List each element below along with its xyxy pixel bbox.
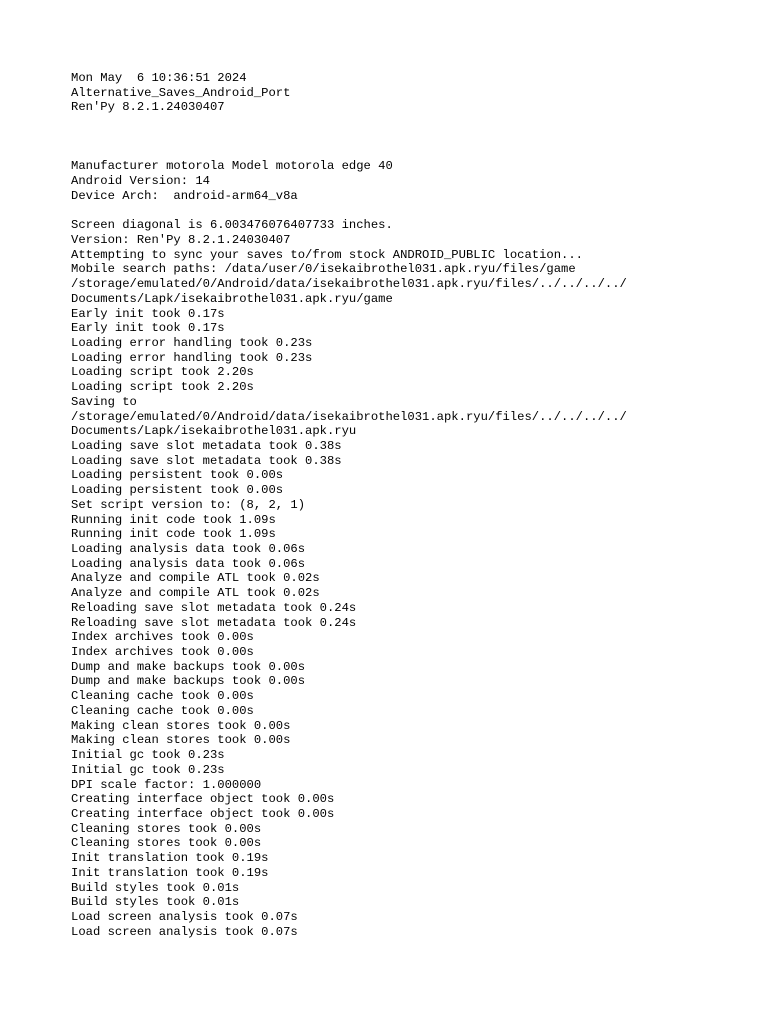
log-line: Analyze and compile ATL took 0.02s (71, 571, 320, 586)
log-line: Loading script took 2.20s (71, 365, 254, 380)
log-line: Running init code took 1.09s (71, 527, 276, 542)
log-line: Saving to (71, 394, 137, 409)
log-line (71, 203, 627, 218)
log-line: Early init took 0.17s (71, 321, 225, 336)
log-line: Attempting to sync your saves to/from stock ANDROID_PUBLIC location... (71, 247, 583, 262)
log-line: Loading save slot metadata took 0.38s (71, 453, 342, 468)
log-line: Version: Ren'Py 8.2.1.24030407 (71, 232, 291, 247)
log-line: Cleaning stores took 0.00s (71, 821, 262, 836)
log-line (71, 115, 627, 130)
log-line: Initial gc took 0.23s (71, 748, 225, 763)
log-line: Reloading save slot metadata took 0.24s (71, 600, 357, 615)
log-text (71, 71, 627, 939)
log-line: Load screen analysis took 0.07s (71, 924, 298, 939)
log-line: Creating interface object took 0.00s (71, 806, 335, 821)
log-line: Mobile search paths: /data/user/0/isekaibrothel031.apk.ryu/files/game (71, 262, 576, 277)
log-line: Running init code took 1.09s (71, 512, 276, 527)
log-line: Manufacturer motorola Model motorola edge 40 (71, 159, 393, 174)
log-line: Ren'Py 8.2.1.24030407 (71, 100, 225, 115)
log-line: Dump and make backups took 0.00s (71, 659, 306, 674)
log-line: Init translation took 0.19s (71, 851, 269, 866)
log-line: Reloading save slot metadata took 0.24s (71, 615, 357, 630)
log-line: Loading persistent took 0.00s (71, 483, 284, 498)
log-line: Mon May 6 10:36:51 2024 (71, 71, 247, 85)
log-line: Making clean stores took 0.00s (71, 733, 291, 748)
log-line: Alternative_Saves_Android_Port (71, 85, 291, 100)
log-line: Build styles took 0.01s (71, 880, 240, 895)
log-line: Set script version to: (8, 2, 1) (71, 497, 306, 512)
log-line: Init translation took 0.19s (71, 865, 269, 880)
log-line: Cleaning cache took 0.00s (71, 689, 254, 704)
log-line: /storage/emulated/0/Android/data/isekaibrothel031.apk.ryu/files/../../../../ (71, 277, 627, 292)
log-line: Documents/Lapk/isekaibrothel031.apk.ryu (71, 424, 357, 439)
log-line: Loading analysis data took 0.06s (71, 542, 306, 556)
log-line (71, 145, 627, 160)
log-line: Analyze and compile ATL took 0.02s (71, 586, 320, 601)
log-line: Cleaning cache took 0.00s (71, 703, 254, 718)
log-line: Screen diagonal is 6.003476076407733 inches. (71, 218, 393, 233)
log-line: Android Version: 14 (71, 174, 210, 189)
log-line: Device Arch: android-arm64_v8a (71, 188, 298, 203)
log-line: /storage/emulated/0/Android/data/isekaibrothel031.apk.ryu/files/../../../../ (71, 409, 627, 424)
log-line: Loading error handling took 0.23s (71, 350, 313, 365)
log-line: Documents/Lapk/isekaibrothel031.apk.ryu/game (71, 291, 393, 306)
log-line: Loading persistent took 0.00s (71, 468, 284, 483)
log-line: Initial gc took 0.23s (71, 762, 225, 777)
log-line: Load screen analysis took 0.07s (71, 909, 298, 924)
log-line: Build styles took 0.01s (71, 895, 240, 910)
log-line (71, 130, 627, 145)
log-line: Index archives took 0.00s (71, 645, 254, 660)
log-line: Early init took 0.17s (71, 306, 225, 321)
log-line: Cleaning stores took 0.00s (71, 836, 262, 851)
log-line: Index archives took 0.00s (71, 630, 254, 645)
log-line: Making clean stores took 0.00s (71, 718, 291, 733)
log-line: Loading save slot metadata took 0.38s (71, 438, 342, 453)
log-line: Dump and make backups took 0.00s (71, 674, 306, 689)
log-line: Loading script took 2.20s (71, 380, 254, 395)
log-line: Loading error handling took 0.23s (71, 335, 313, 350)
log-line: DPI scale factor: 1.000000 (71, 777, 262, 792)
log-line: Creating interface object took 0.00s (71, 792, 335, 807)
log-line: Loading analysis data took 0.06s (71, 556, 306, 571)
